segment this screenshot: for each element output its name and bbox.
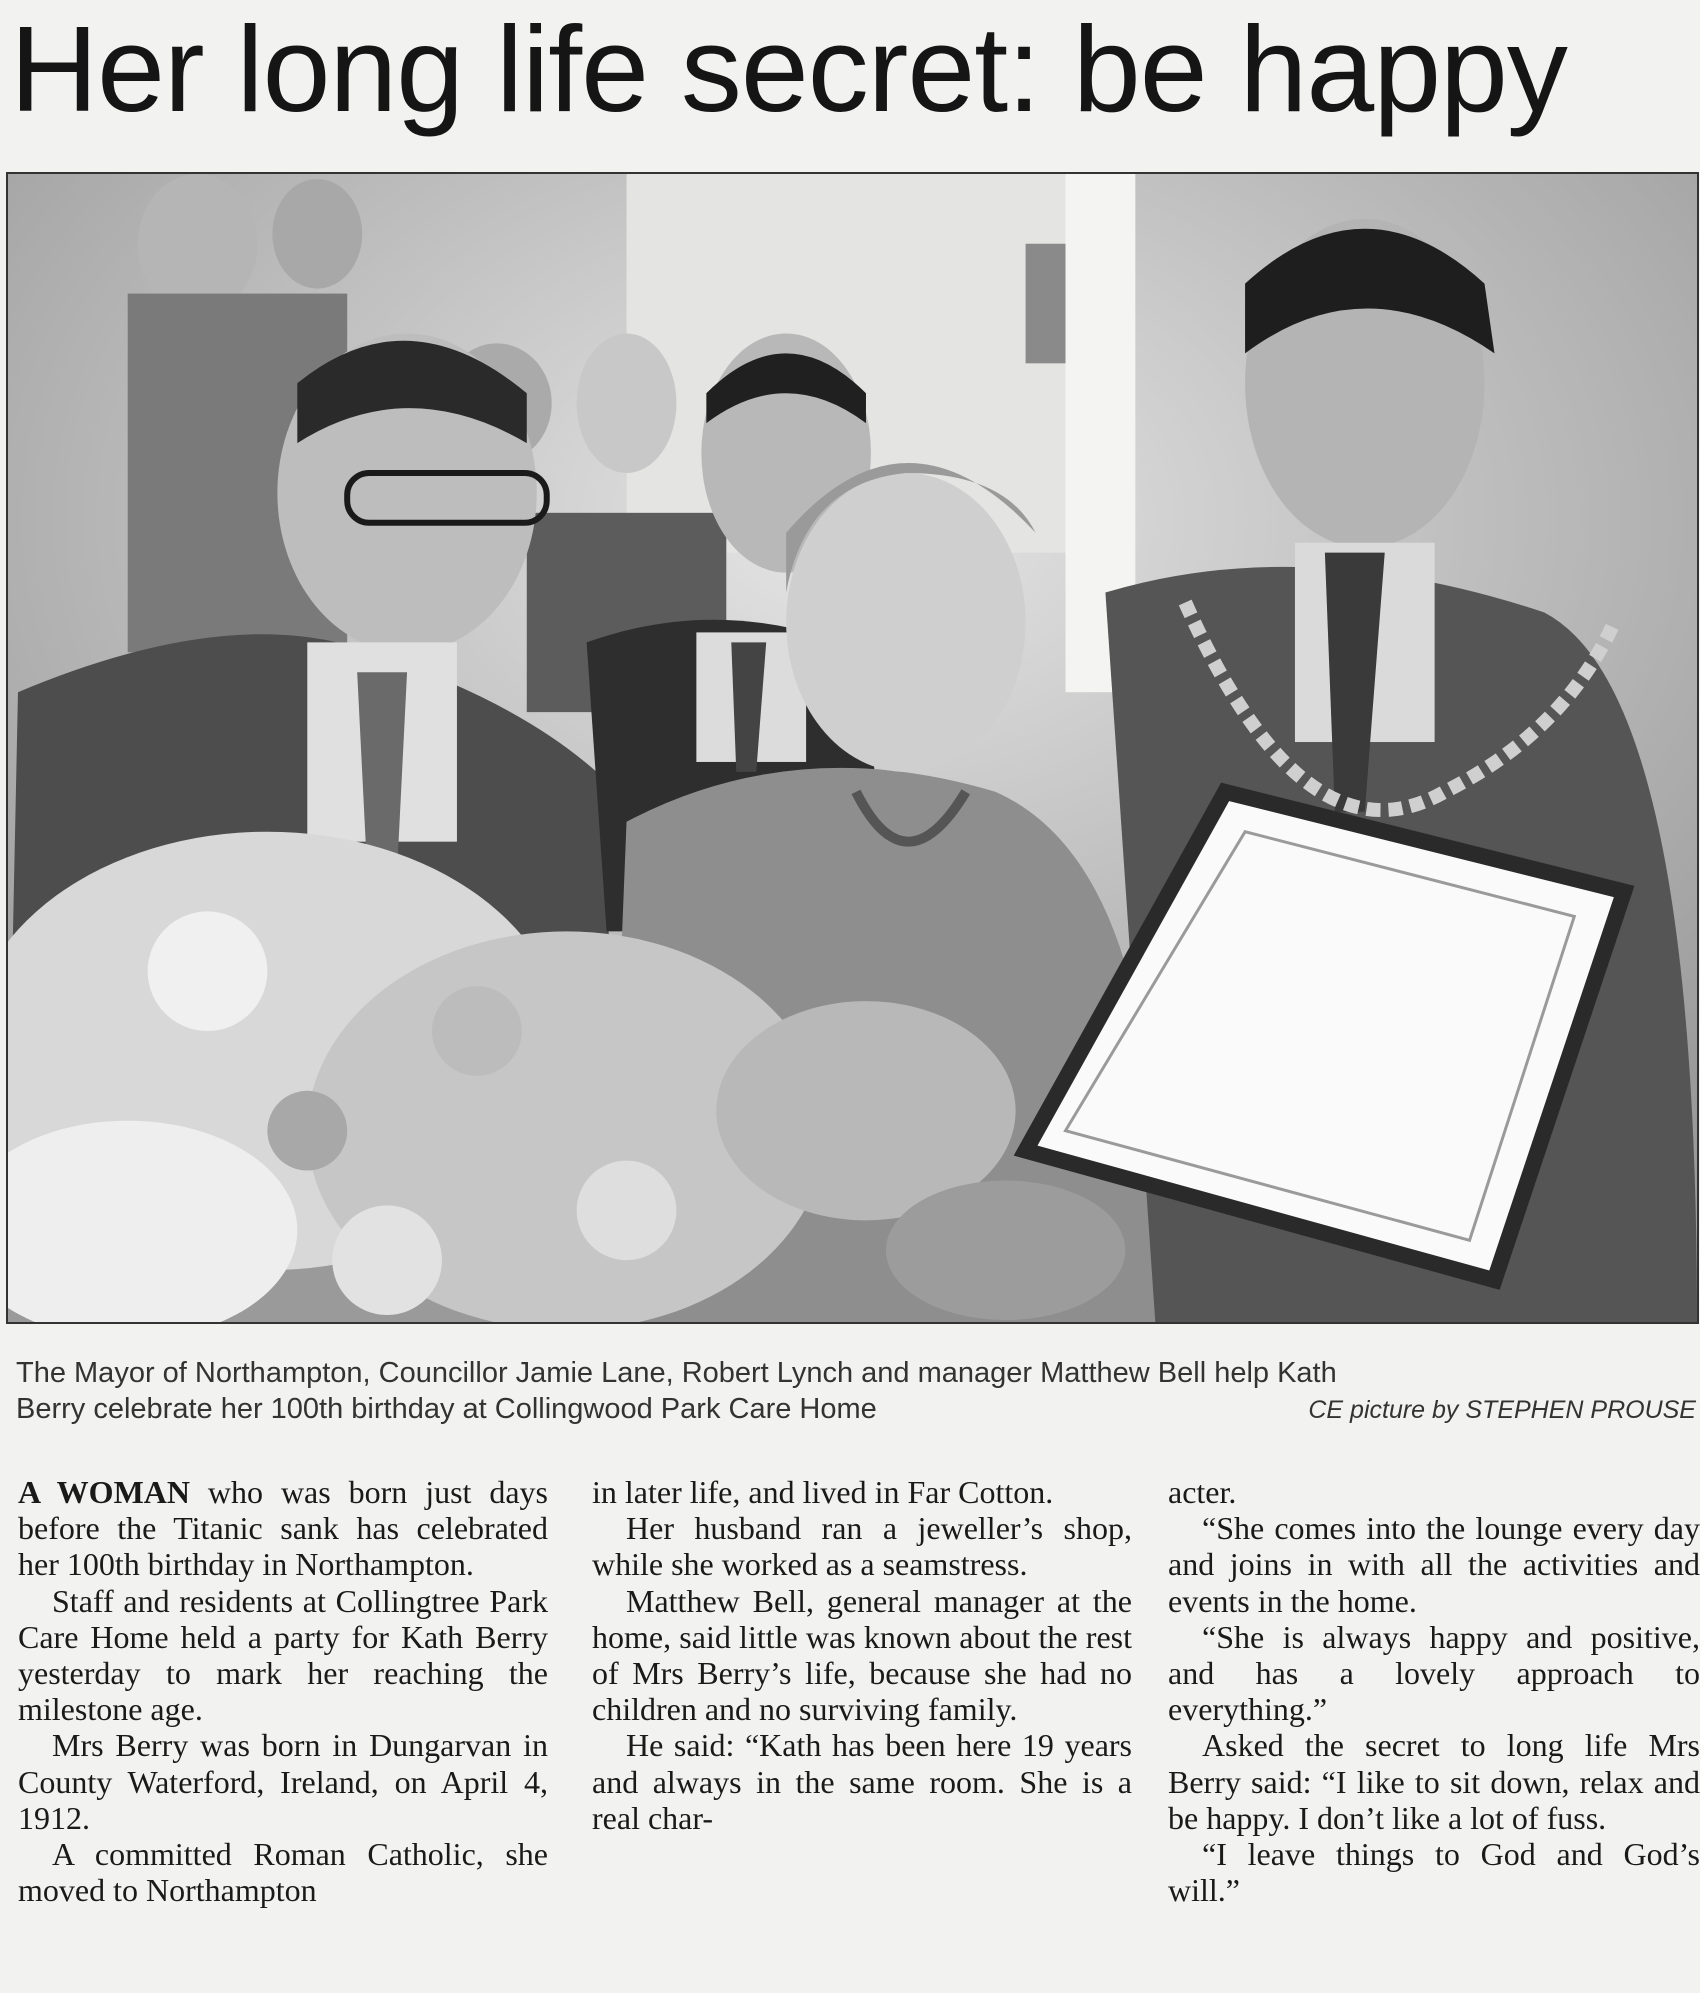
paragraph: acter. — [1168, 1474, 1237, 1510]
article-column-2 — [592, 1474, 1132, 1836]
article-body — [16, 1474, 1700, 1984]
paragraph: Matthew Bell, general manager at the home, said little was known about the rest of Mrs Berry’s life, because she had no children and no surviving family. — [592, 1582, 1132, 1728]
paragraph: A committed Roman Catholic, she moved to Northampton — [18, 1836, 548, 1909]
article-column-3 — [1168, 1474, 1700, 1908]
paragraph — [18, 1474, 548, 1583]
news-photo — [6, 172, 1699, 1324]
paragraph: Mrs Berry was born in Dungarvan in County Waterford, Ireland, on April 4, 1912. — [18, 1727, 548, 1836]
photo-credit: CE picture by STEPHEN PROUSE — [1308, 1396, 1696, 1424]
paragraph: He said: “Kath has been here 19 years and always in the same room. She is a real char- — [592, 1727, 1132, 1836]
paragraph: “I leave things to God and God’s will.” — [1168, 1836, 1700, 1909]
caption-line-2: Berry celebrate her 100th birthday at Collingwood Park Care Home — [16, 1393, 877, 1425]
paragraph-text: who was born just days before the Titanic sank has celebrated her 100th birthday in Northampton. — [18, 1474, 549, 1583]
paragraph: Staff and residents at Collingtree Park Care Home held a party for Kath Berry yesterday to mark her reaching the milestone age. — [18, 1582, 548, 1728]
paragraph: Asked the secret to long life Mrs Berry said: “I like to sit down, relax and be happy. I don’t like a lot of fuss. — [1168, 1727, 1700, 1836]
lead-in: A WOMAN — [18, 1474, 190, 1510]
paragraph: “She comes into the lounge every day and joins in with all the activities and events in the home. — [1168, 1510, 1700, 1619]
paragraph: “She is always happy and positive, and has a lovely approach to everything.” — [1168, 1618, 1700, 1728]
paragraph: Her husband ran a jeweller’s shop, while she worked as a seamstress. — [592, 1510, 1132, 1583]
article-headline: Her long life secret: be happy — [10, 1, 1567, 137]
paragraph: in later life, and lived in Far Cotton. — [592, 1474, 1054, 1510]
caption-line-1: The Mayor of Northampton, Councillor Jamie Lane, Robert Lynch and manager Matthew Bell help Kath — [16, 1357, 1337, 1389]
photo-illustration — [8, 174, 1697, 1322]
article-column-1 — [18, 1474, 548, 1908]
